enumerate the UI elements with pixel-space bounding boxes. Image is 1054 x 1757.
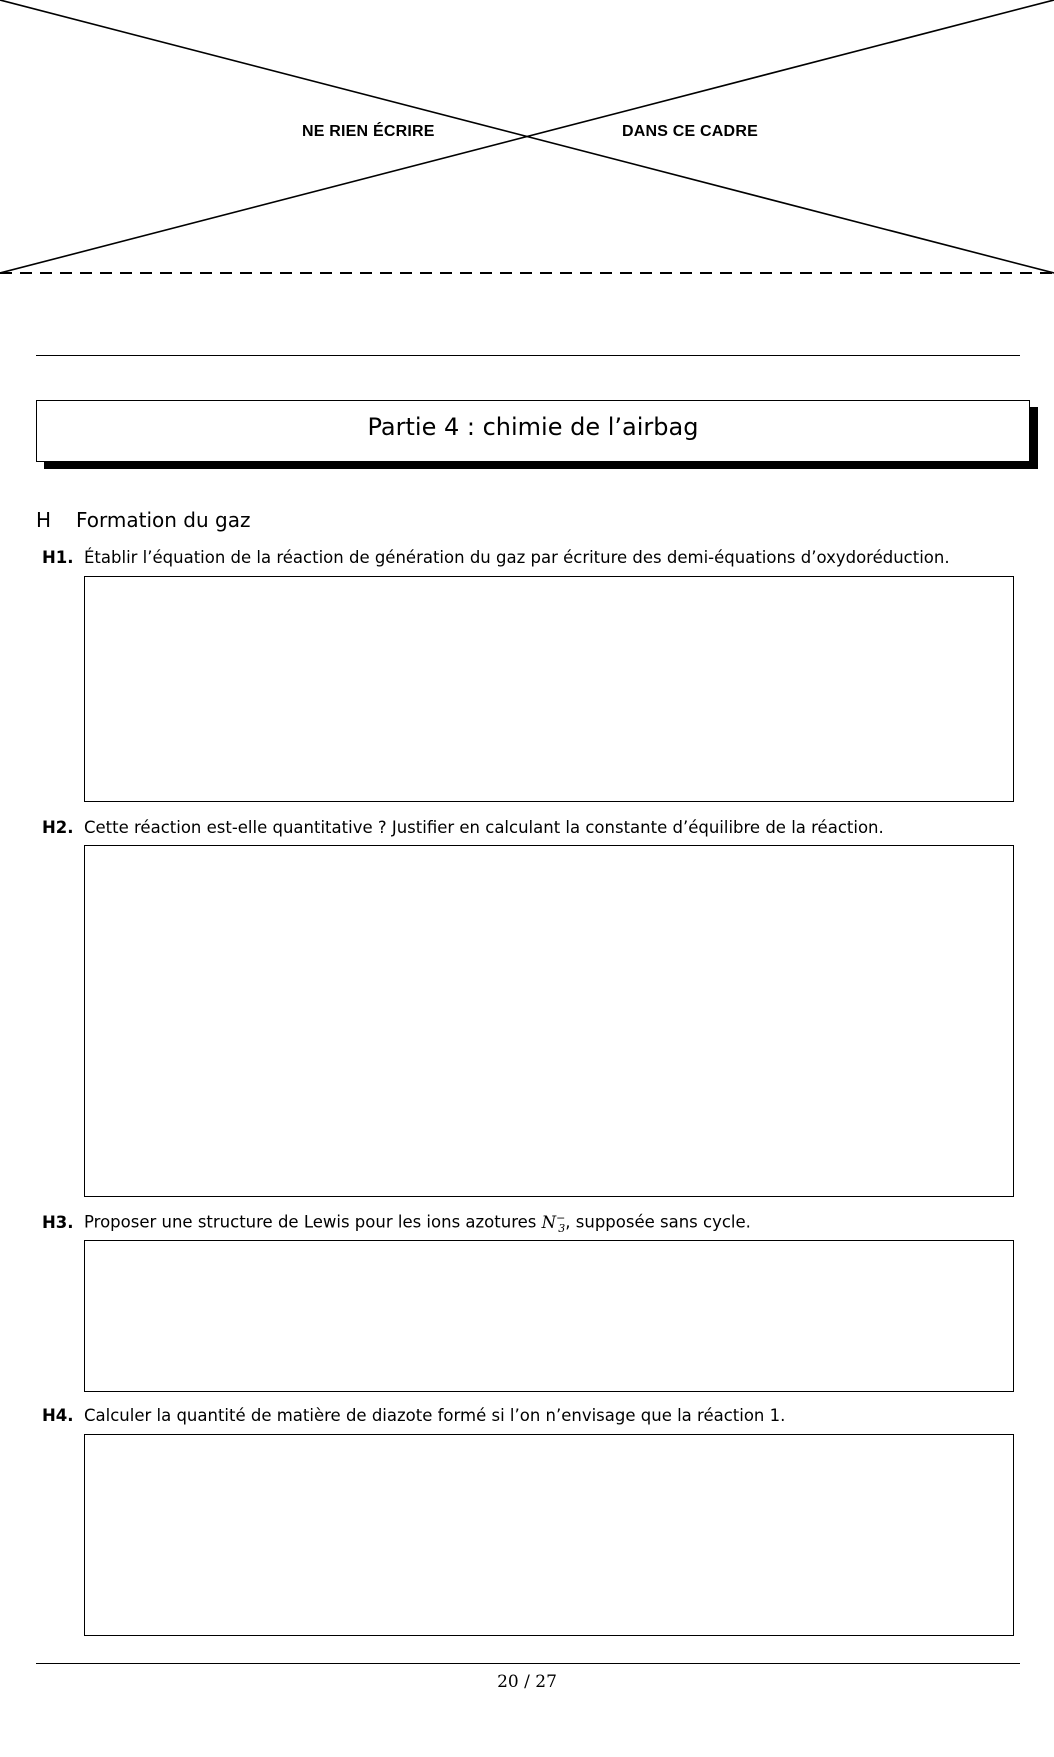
top-rule xyxy=(36,355,1020,356)
question-h2 xyxy=(42,818,884,837)
section-heading xyxy=(36,508,250,532)
part-title: Partie 4 : chimie de l’airbag xyxy=(367,413,699,441)
question-number: H1. xyxy=(42,548,74,567)
ion-charge: − xyxy=(556,1211,566,1224)
question-h1 xyxy=(42,548,950,567)
question-number: H2. xyxy=(42,818,74,837)
azide-ion-formula xyxy=(541,1211,566,1235)
answer-box-h3[interactable] xyxy=(84,1240,1014,1392)
footer-rule xyxy=(36,1663,1020,1664)
frame-label-right: DANS CE CADRE xyxy=(622,123,758,140)
section-letter: H xyxy=(36,508,52,532)
answer-box-h2[interactable] xyxy=(84,845,1014,1197)
answer-box-h4[interactable] xyxy=(84,1434,1014,1636)
no-write-frame xyxy=(0,0,1054,280)
part-title-box xyxy=(36,400,1030,462)
question-text-after: , supposée sans cycle. xyxy=(565,1212,751,1232)
page-number: 20 / 27 xyxy=(497,1672,557,1692)
question-text: Calculer la quantité de matière de diazote formé si l’on n’envisage que la réaction 1. xyxy=(84,1406,786,1425)
question-h4 xyxy=(42,1406,785,1425)
question-text: Établir l’équation de la réaction de génération du gaz par écriture des demi-équations d’oxydoréduction. xyxy=(84,548,950,567)
question-number: H3. xyxy=(42,1212,74,1232)
question-text: Cette réaction est-elle quantitative ? Justifier en calculant la constante d’équilibre de la réaction. xyxy=(84,818,884,837)
ion-symbol: N xyxy=(541,1212,557,1232)
ion-subscript: 3 xyxy=(558,1221,566,1235)
frame-label-left: NE RIEN ÉCRIRE xyxy=(302,123,435,140)
question-number: H4. xyxy=(42,1406,74,1425)
answer-box-h1[interactable] xyxy=(84,576,1014,802)
question-text-before: Proposer une structure de Lewis pour les ions azotures xyxy=(84,1212,542,1232)
section-title: Formation du gaz xyxy=(76,508,251,532)
question-h3 xyxy=(42,1211,751,1235)
